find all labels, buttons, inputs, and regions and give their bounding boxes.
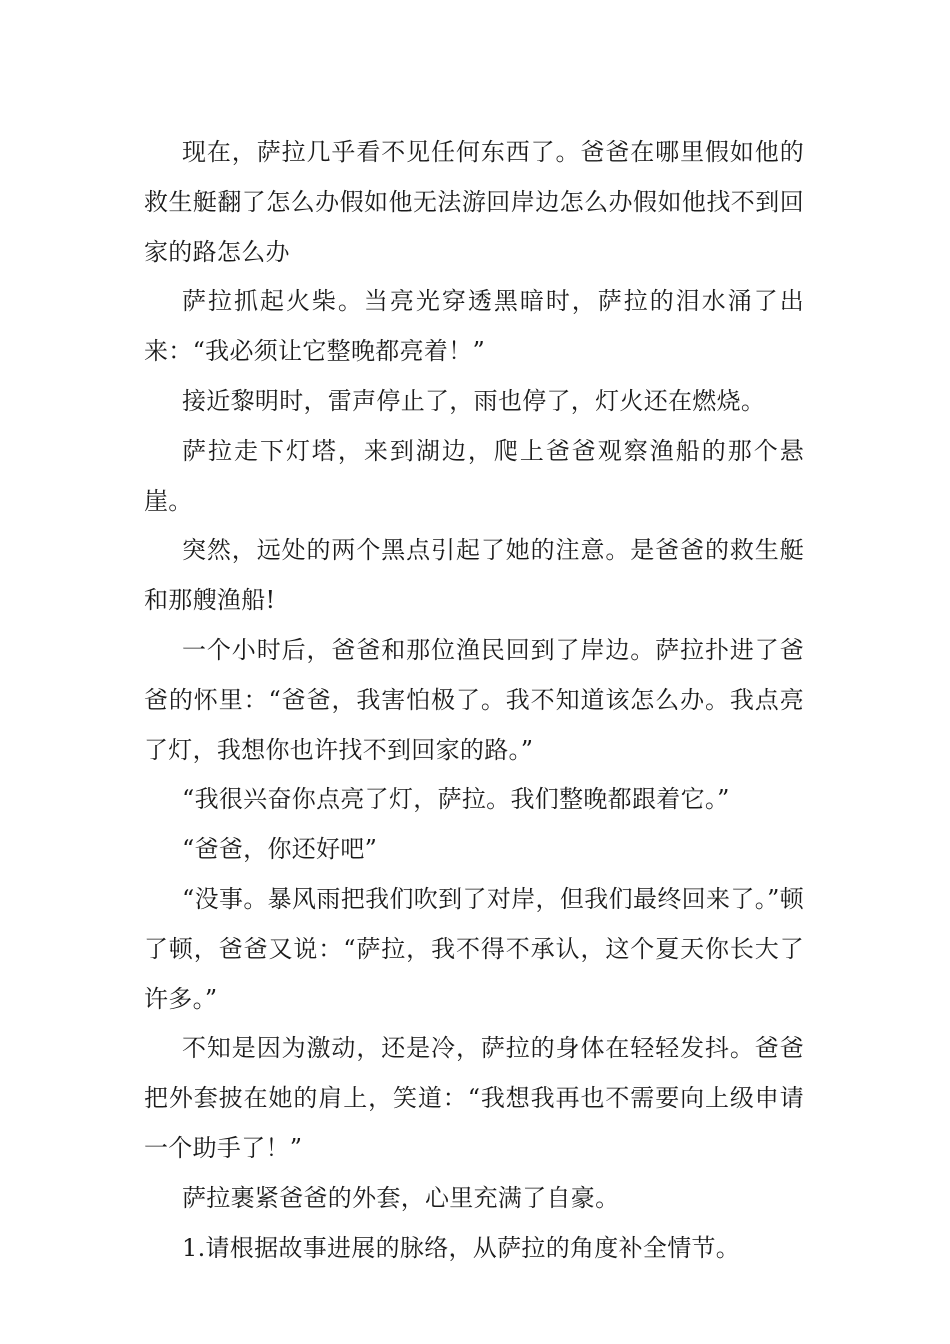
paragraph-3: 接近黎明时，雷声停止了，雨也停了，灯火还在燃烧。 bbox=[182, 386, 766, 415]
paragraph-1: 现在，萨拉几乎看不见任何东西了。爸爸在哪里假如他的救生艇翻了怎么办假如他无法游回岸边怎么办假如他找不到回家的路怎么办 bbox=[144, 138, 804, 266]
paragraph-2: 萨拉抓起火柴。当亮光穿透黑暗时，萨拉的泪水涌了出来：“我必须让它整晚都亮着！” bbox=[144, 287, 804, 366]
paragraph-6: 一个小时后，爸爸和那位渔民回到了岸边。萨拉扑进了爸爸的怀里：“爸爸，我害怕极了。我不知道该怎么办。我点亮了灯，我想你也许找不到回家的路。” bbox=[144, 635, 804, 764]
paragraph-8: “爸爸，你还好吧” bbox=[182, 835, 378, 864]
paragraph-11: 萨拉裹紧爸爸的外套，心里充满了自豪。 bbox=[182, 1183, 620, 1212]
question-1: 1.请根据故事进展的脉络，从萨拉的角度补全情节。 bbox=[182, 1233, 741, 1262]
paragraph-10: 不知是因为激动，还是冷，萨拉的身体在轻轻发抖。爸爸把外套披在她的肩上，笑道：“我想我再也不需要向上级申请一个助手了！” bbox=[144, 1034, 804, 1162]
paragraph-9: “没事。暴风雨把我们吹到了对岸，但我们最终回来了。”顿了顿，爸爸又说：“萨拉，我不得不承认，这个夏天你长大了许多。” bbox=[144, 884, 804, 1013]
story-text bbox=[144, 128, 804, 1273]
paragraph-5: 突然，远处的两个黑点引起了她的注意。是爸爸的救生艇和那艘渔船! bbox=[144, 536, 804, 615]
paragraph-4: 萨拉走下灯塔，来到湖边，爬上爸爸观察渔船的那个悬崖。 bbox=[144, 436, 804, 515]
paragraph-7: “我很兴奋你点亮了灯，萨拉。我们整晚都跟着它。” bbox=[182, 785, 730, 814]
